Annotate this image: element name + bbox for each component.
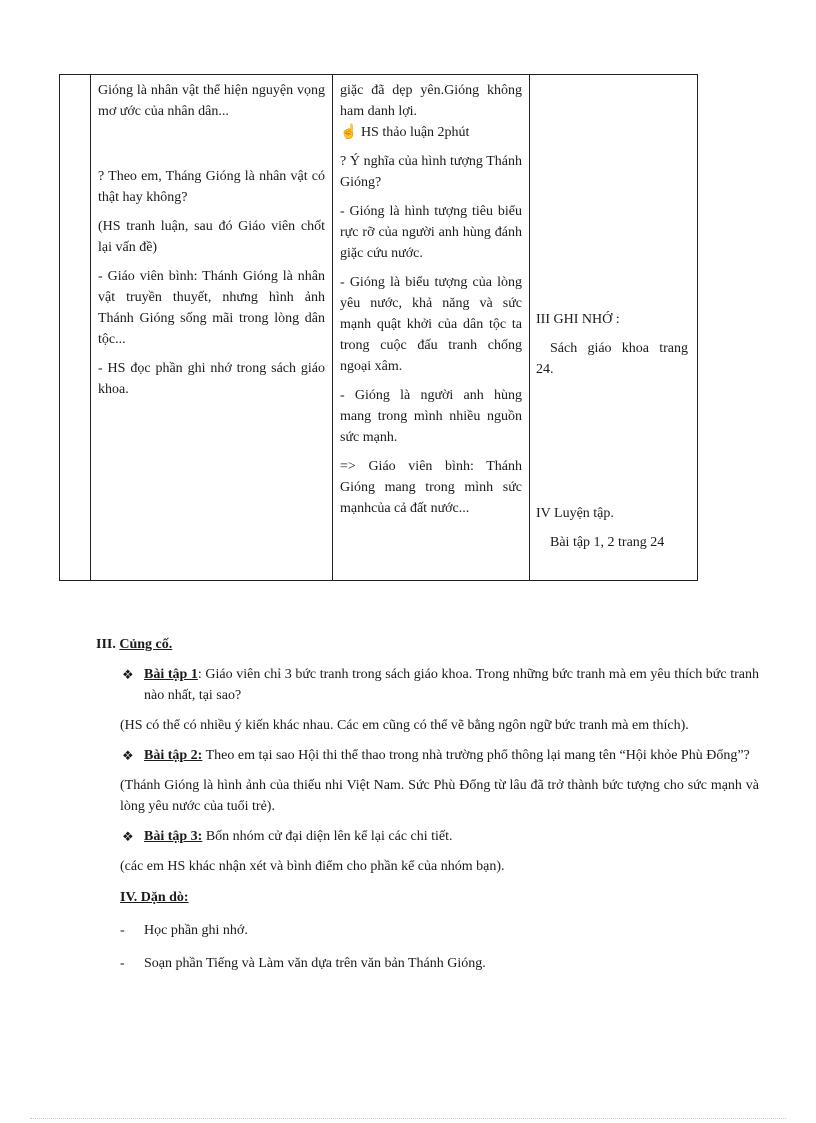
section-iii-heading xyxy=(96,634,759,655)
act-para-1: giặc đã dẹp yên.Gióng không ham danh lợi. xyxy=(340,83,522,119)
exercise-1-note: (HS có thể có nhiều ý kiến khác nhau. Các em cũng có thể vẽ bằng ngôn ngữ bức tranh mà em thích). xyxy=(120,718,689,733)
section-iv-title: IV. Dặn dò: xyxy=(120,890,189,905)
act-para-4: - Gióng là hình tượng tiêu biểu rực rỡ của người anh hùng đánh giặc cứu nước. xyxy=(340,204,522,261)
ghi-nho-text: Sách giáo khoa trang 24. xyxy=(536,341,688,377)
ghi-nho-heading: III GHI NHỚ : xyxy=(536,312,620,327)
luyen-tap-heading: IV Luyện tập. xyxy=(536,506,614,521)
narrow-column xyxy=(60,75,91,581)
lesson-continuation xyxy=(96,634,759,986)
exercise-2-label: Bài tập 2: xyxy=(144,748,203,763)
diamond-bullet-icon: ❖ xyxy=(122,748,134,763)
exercise-1-text: : Giáo viên chỉ 3 bức tranh trong sách giáo khoa. Trong những bức tranh mà em yêu thích bức tranh nào nhất, tại sao? xyxy=(144,667,759,703)
diamond-bullet-icon: ❖ xyxy=(122,829,134,844)
act-discussion xyxy=(340,122,522,143)
exercise-1-label: Bài tập 1 xyxy=(144,667,198,682)
activity-column xyxy=(333,75,530,581)
main-para-2: ? Theo em, Tháng Gióng là nhân vật có thật hay không? xyxy=(98,169,325,205)
exercise-3-text: Bốn nhóm cử đại diện lên kể lại các chi tiết. xyxy=(202,829,453,844)
diamond-bullet-icon: ❖ xyxy=(122,667,134,682)
exercise-3 xyxy=(96,826,759,847)
luyen-tap-text: Bài tập 1, 2 trang 24 xyxy=(550,535,665,550)
dash-bullet: - xyxy=(120,923,125,938)
exercise-3-note: (các em HS khác nhận xét và bình điểm cho phần kể của nhóm bạn). xyxy=(120,859,505,874)
main-para-3: (HS tranh luận, sau đó Giáo viên chốt lại vấn đề) xyxy=(98,219,325,255)
homework-item-2-text: Soạn phần Tiếng và Làm văn dựa trên văn bản Thánh Gióng. xyxy=(144,956,486,971)
homework-item-1-text: Học phần ghi nhớ. xyxy=(144,923,248,938)
section-iii-num: III. xyxy=(96,637,116,652)
footer-divider xyxy=(30,1118,786,1119)
section-iii-title: Củng cố. xyxy=(119,637,173,652)
act-para-3: ? Ý nghĩa của hình tượng Thánh Gióng? xyxy=(340,154,522,190)
homework-item-2 xyxy=(96,953,759,974)
lesson-table xyxy=(59,74,698,581)
exercise-1 xyxy=(96,664,759,706)
act-para-6: - Gióng là người anh hùng mang trong mình nhiều nguồn sức mạnh. xyxy=(340,388,522,445)
exercise-2-text: Theo em tại sao Hội thi thể thao trong nhà trường phổ thông lại mang tên “Hội khỏe Phù Đổng”? xyxy=(202,748,750,763)
teacher-column xyxy=(91,75,333,581)
act-para-7: => Giáo viên bình: Thánh Gióng mang trong mình sức mạnhcủa cả đất nước... xyxy=(340,459,522,516)
act-para-5: - Gióng là biểu tượng của lòng yêu nước, khả năng và sức mạnh quật khởi của dân tộc ta trong cuộc đấu tranh chống ngoại xâm. xyxy=(340,275,522,374)
homework-item-1 xyxy=(96,920,759,941)
exercise-2 xyxy=(96,745,759,766)
section-iv-heading xyxy=(120,887,759,908)
act-discussion-text: HS thảo luận 2phút xyxy=(360,125,470,140)
main-para-1: Gióng là nhân vật thể hiện nguyện vọng mơ ước của nhân dân... xyxy=(98,83,325,119)
ghi-nho-block xyxy=(536,309,688,388)
hand-icon: ☝ xyxy=(340,125,358,140)
main-para-5: - HS đọc phần ghi nhớ trong sách giáo khoa. xyxy=(98,361,325,397)
exercise-3-label: Bài tập 3: xyxy=(144,829,203,844)
main-para-4: - Giáo viên bình: Thánh Gióng là nhân vật truyền thuyết, nhưng hình ảnh Thánh Gióng sống mãi trong lòng dân tộc... xyxy=(98,269,325,347)
dash-bullet: - xyxy=(120,956,125,971)
luyen-tap-block xyxy=(536,503,688,561)
notes-column xyxy=(530,75,698,581)
exercise-2-note: (Thánh Gióng là hình ảnh của thiếu nhi Việt Nam. Sức Phù Đổng từ lâu đã trở thành bức tượng cho sức mạnh và lòng yêu nước của tuổi trẻ). xyxy=(120,778,759,814)
